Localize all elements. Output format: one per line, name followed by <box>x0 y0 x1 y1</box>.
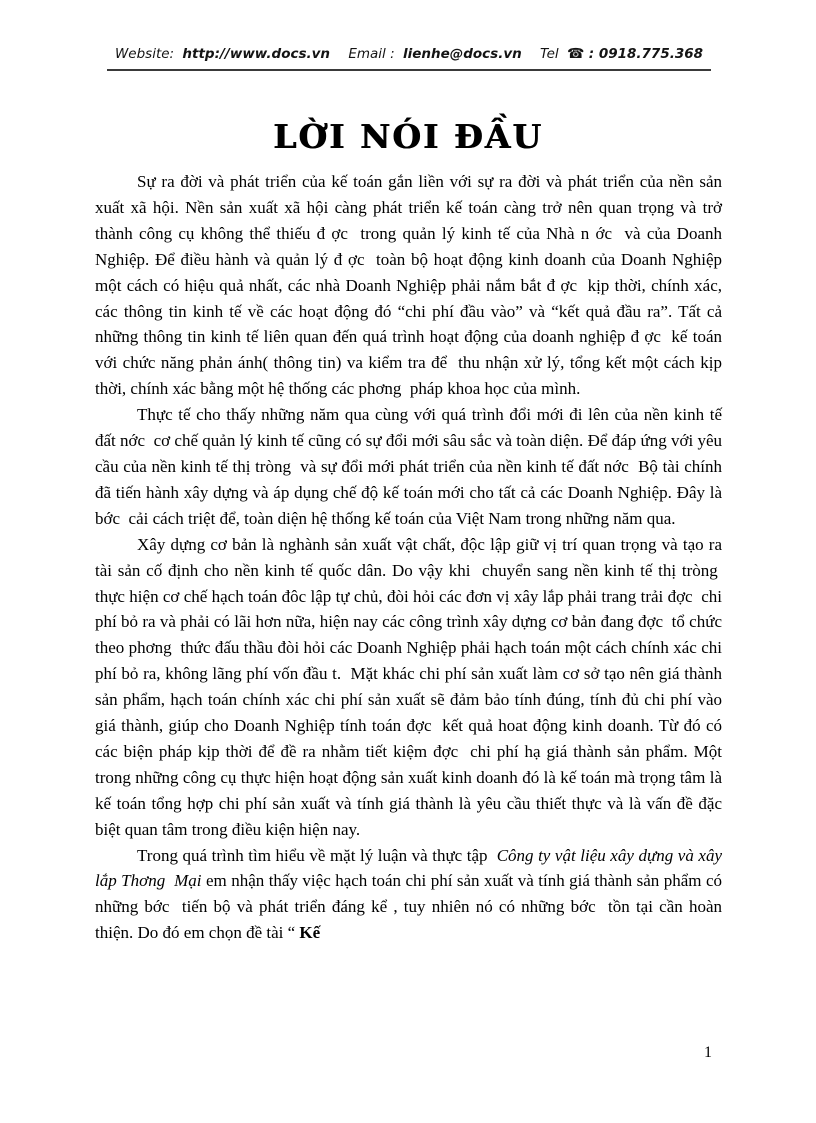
tel-label: Tel <box>540 46 559 62</box>
website-label: Website: <box>114 46 175 62</box>
website-url: http://www.docs.vn <box>182 46 331 62</box>
paragraph-segment: Công ty vật liệu xây dựng và xây lắp Thơng Mại <box>95 845 722 891</box>
paragraph-segment: Thực tế cho thấy những năm qua cùng với quá trình đổi mới đi lên của nền kinh tế đất nớc cơ chế quản lý kinh tế cũng có sự đổi mới sâu sắc và toàn diện. Để đáp ứng với yêu cầu của nền kinh tế thị tròng và sự đổi mới phát triển của nền kinh tế đất nớc Bộ tài chính đã tiến hành xây dựng và áp dụng chế độ kế toán mới cho tất cả các Doanh Nghiệp. Đây là bớc cải cách triệt để, toàn diện hệ thống kế toán của Việt Nam trong những năm qua. <box>95 405 722 528</box>
page-number: 1 <box>704 1044 712 1061</box>
paragraph-segment: Trong quá trình tìm hiểu về mặt lý luận và thực tập <box>137 845 497 865</box>
paragraph <box>95 169 722 402</box>
paragraph <box>95 532 722 843</box>
paragraph-segment: Xây dựng cơ bản là nghành sản xuất vật chất, độc lập giữ vị trí quan trọng và tạo ra tài sản cố định cho nền kinh tế quốc dân. Do vậy khi chuyển sang nền kinh tế thị tròng thực hiện cơ chế hạch toán đôc lập tự chủ, đòi hỏi các đơn vị xây lắp phải trang trải đợc chi phí bỏ ra và phải có lãi hơn nữa, hiện nay các công trình xây dựng cơ bản đang đợc tổ chức theo phơng thức đấu thầu đòi hỏi các Doanh Nghiệp phải hạch toán một cách chính xác chi phí bỏ ra, không lãng phí vốn đầu t. Mặt khác chi phí sản xuất làm cơ sở tạo nên giá thành sản phẩm, hạch toán chính xác chi phí sản xuất sẽ đảm bảo tính đúng, tính đủ chi phí vào giá thành, giúp cho Doanh Nghiệp tính toán đợc kết quả hoat động kinh doanh. Từ đó có các biện pháp kịp thời để đề ra nhằm tiết kiệm đợc chi phí hạ giá thành sản phẩm. Một trong những công cụ thực hiện hoạt động sản xuất kinh doanh đó là kế toán mà trọng tâm là kế toán tổng hợp chi phí sản xuất và tính giá thành là yêu cầu thiết thực và là vấn đề đặc biệt quan tâm trong điều kiện hiện nay. <box>95 534 722 839</box>
page-header <box>107 46 711 71</box>
paragraph <box>95 402 722 532</box>
email-label: Email : <box>348 46 395 62</box>
telephone-icon: ☎ <box>566 46 585 62</box>
tel-value: : 0918.775.368 <box>588 46 704 62</box>
document-body <box>95 169 722 946</box>
email-value: lienhe@docs.vn <box>402 46 522 62</box>
paragraph-segment: em nhận thấy việc hạch toán chi phí sản xuất và tính giá thành sản phẩm có những bớc tiến bộ và phát triển đáng kể , tuy nhiên nó có những bớc tồn tại cần hoàn thiện. Do đó em chọn đề tài “ <box>95 871 722 943</box>
paragraph-segment: Sự ra đời và phát triển của kế toán gắn liền với sự ra đời và phát triển của nền sản xuất xã hội. Nền sản xuất xã hội càng phát triển kế toán càng trở nên quan trọng và trở thành công cụ không thể thiếu đ ợc trong quản lý kinh tế của Nhà n ớc và của Doanh Nghiệp. Để điều hành và quản lý đ ợc toàn bộ hoạt động kinh doanh của Doanh Nghiệp một cách có hiệu quả nhất, các nhà Doanh Nghiệp phải nắm bắt đ ợc kịp thời, chính xác, các thông tin kinh tế về các hoạt động đó “chi phí đầu vào” và “kết quả đầu ra”. Tất cả những thông tin kinh tế liên quan đến quá trình hoạt động của doanh nghiệp đ ợc kế toán với chức năng phản ánh( thông tin) va kiểm tra để thu nhận xử lý, tổng kết một cách kịp thời, chính xác bằng một hệ thống các phơng pháp khoa học của mình. <box>95 172 722 399</box>
paragraph <box>95 843 722 947</box>
page-title: LỜI NÓI ĐẦU <box>273 117 543 156</box>
paragraph-segment: Kế <box>299 923 321 943</box>
